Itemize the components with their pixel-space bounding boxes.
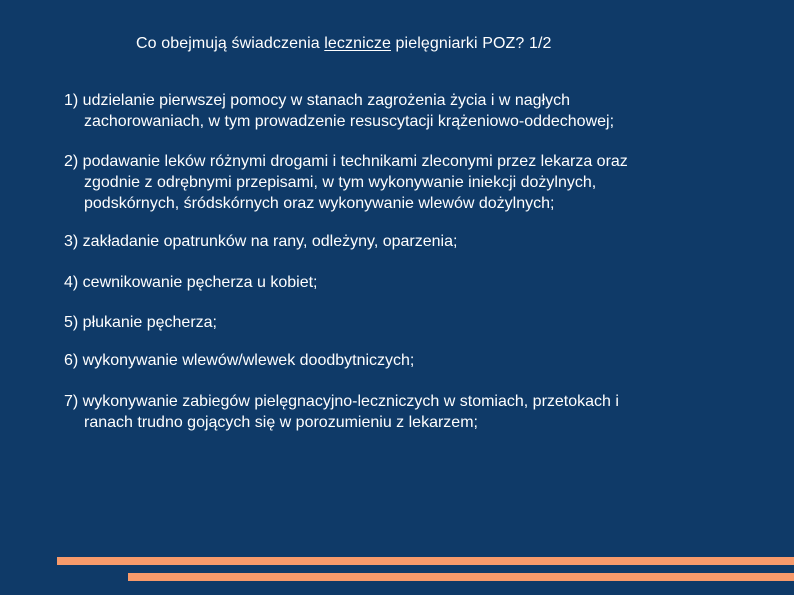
list-item-line: 1) udzielanie pierwszej pomocy w stanach zagrożenia życia i w nagłych (64, 92, 571, 109)
list-item-line: 2) podawanie leków różnymi drogami i technikami zleconymi przez lekarza oraz (64, 153, 628, 170)
title-underlined-word: lecznicze (324, 35, 391, 52)
accent-bar-top (57, 557, 794, 565)
list-item-line: 6) wykonywanie wlewów/wlewek doodbytniczych; (64, 352, 415, 369)
title-text-start: Co obejmują świadczenia (136, 35, 325, 52)
list-item-2 (64, 151, 628, 214)
list-item-line: zachorowaniach, w tym prowadzenie resuscytacji krążeniowo-oddechowej; (84, 113, 615, 130)
list-item-line: 4) cewnikowanie pęcherza u kobiet; (64, 274, 318, 291)
list-item-7 (64, 391, 619, 433)
list-item-5 (64, 312, 217, 333)
list-item-4 (64, 272, 317, 293)
list-item-line: 3) zakładanie opatrunków na rany, odleżyny, oparzenia; (64, 233, 458, 250)
title-text-end: pielęgniarki POZ? 1/2 (391, 35, 552, 52)
accent-bar-bottom (128, 573, 794, 581)
list-item-6 (64, 350, 414, 371)
list-item-line: ranach trudno gojących się w porozumieniu z lekarzem; (84, 414, 478, 431)
list-item-line: 5) płukanie pęcherza; (64, 314, 217, 331)
list-item-line: zgodnie z odrębnymi przepisami, w tym wykonywanie iniekcji dożylnych, (84, 174, 597, 191)
list-item-1 (64, 90, 614, 132)
list-item-line: podskórnych, śródskórnych oraz wykonywanie wlewów dożylnych; (84, 195, 555, 212)
list-item-3 (64, 231, 457, 252)
list-item-line: 7) wykonywanie zabiegów pielęgnacyjno-leczniczych w stomiach, przetokach i (64, 393, 619, 410)
slide-title (136, 33, 552, 55)
